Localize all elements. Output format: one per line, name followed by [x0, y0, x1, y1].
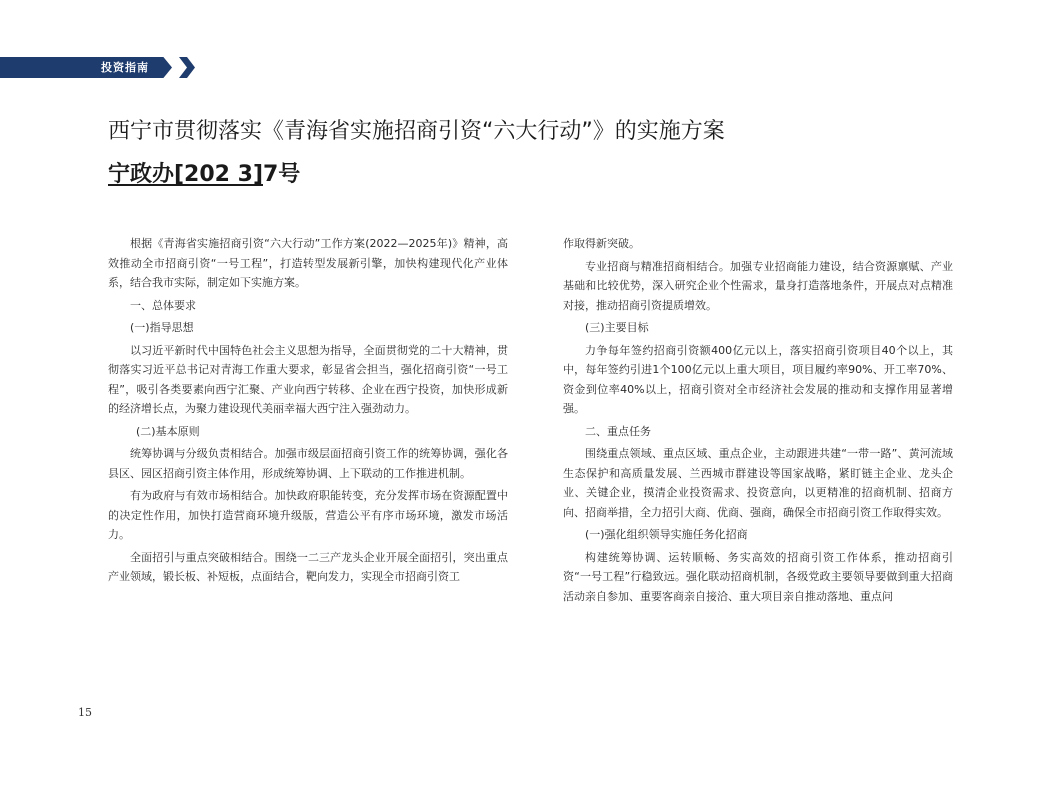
paragraph: 专业招商与精准招商相结合。加强专业招商能力建设，结合资源禀赋、产业基础和比较优势，深入研究企业个性需求，量身打造落地条件，开展点对点精准对接，推动招商引资提质增效。: [563, 259, 953, 312]
page-number: 15: [78, 706, 92, 719]
paragraph: 围绕重点领域、重点区域、重点企业，主动跟进共建“一带一路”、黄河流域生态保护和高质量发展、兰西城市群建设等国家战略，紧盯链主企业、龙头企业、关键企业，摸清企业投资需求、投资意向，以更精准的招商机制、招商方向、招商举措，全力招引大商、优商、强商，确保全市招商引资工作取得实效。: [563, 447, 953, 519]
subsection-heading: (三)主要目标: [585, 321, 649, 334]
right-text-column: [563, 234, 953, 609]
paragraph: 有为政府与有效市场相结合。加快政府职能转变，充分发挥市场在资源配置中的决定性作用，加快打造营商环境升级版，营造公平有序市场环境，激发市场活力。: [108, 489, 508, 541]
document-title: 西宁市贯彻落实《青海省实施招商引资“六大行动”》的实施方案: [108, 119, 725, 144]
document-number-suffix: 7号: [263, 162, 301, 187]
paragraph: 全面招引与重点突破相结合。围绕一二三产龙头企业开展全面招引，突出重点产业领域，锻长板、补短板，点面结合，靶向发力，实现全市招商引资工: [108, 550, 508, 583]
paragraph: 统筹协调与分级负责相结合。加强市级层面招商引资工作的统筹协调，强化各县区、园区招商引资主体作用，形成统筹协调、上下联动的工作推进机制。: [108, 447, 508, 480]
chevron-right-icon: [176, 57, 197, 78]
paragraph-continuation: 作取得新突破。: [563, 237, 640, 250]
paragraph: 构建统筹协调、运转顺畅、务实高效的招商引资工作体系，推动招商引资“一号工程”行稳致远。强化联动招商机制，各级党政主要领导要做到重大招商活动亲自参加、重要客商亲自接洽、重大项目亲自推动落地、重点问: [563, 550, 953, 603]
paragraph: 力争每年签约招商引资额400亿元以上，落实招商引资项目40个以上，其中，每年签约引进1个100亿元以上重大项目，项目履约率90%、开工率70%、资金到位率40%以上，招商引资对全市经济社会发展的推动和支撑作用显著增强。: [563, 343, 953, 415]
section-label: 投资指南: [101, 61, 149, 74]
subsection-heading: (二)基本原则: [136, 424, 200, 438]
paragraph: 以习近平新时代中国特色社会主义思想为指导，全面贯彻党的二十大精神，贯彻落实习近平总书记对青海工作重大要求，彰显省会担当，强化招商引资“一号工程”，吸引各类要素向西宁汇聚、产业向西宁转移、企业在西宁投资，加快形成新的经济增长点，为聚力建设现代美丽幸福大西宁注入强劲动力。: [108, 343, 508, 415]
paragraph: 根据《青海省实施招商引资“六大行动”工作方案(2022—2025年)》精神，高效推动全市招商引资“一号工程”，打造转型发展新引擎，加快构建现代化产业体系，结合我市实际，制定如下实施方案。: [108, 237, 508, 289]
section-heading: 一、总体要求: [130, 298, 196, 312]
section-heading: 二、重点任务: [585, 424, 651, 438]
subsection-heading: (一)指导思想: [130, 321, 194, 334]
document-number-prefix: 宁政办[202 3]: [108, 162, 263, 187]
left-text-column: [108, 234, 508, 590]
document-number: [108, 161, 300, 189]
subsection-heading: (一)强化组织领导实施任务化招商: [585, 528, 748, 541]
